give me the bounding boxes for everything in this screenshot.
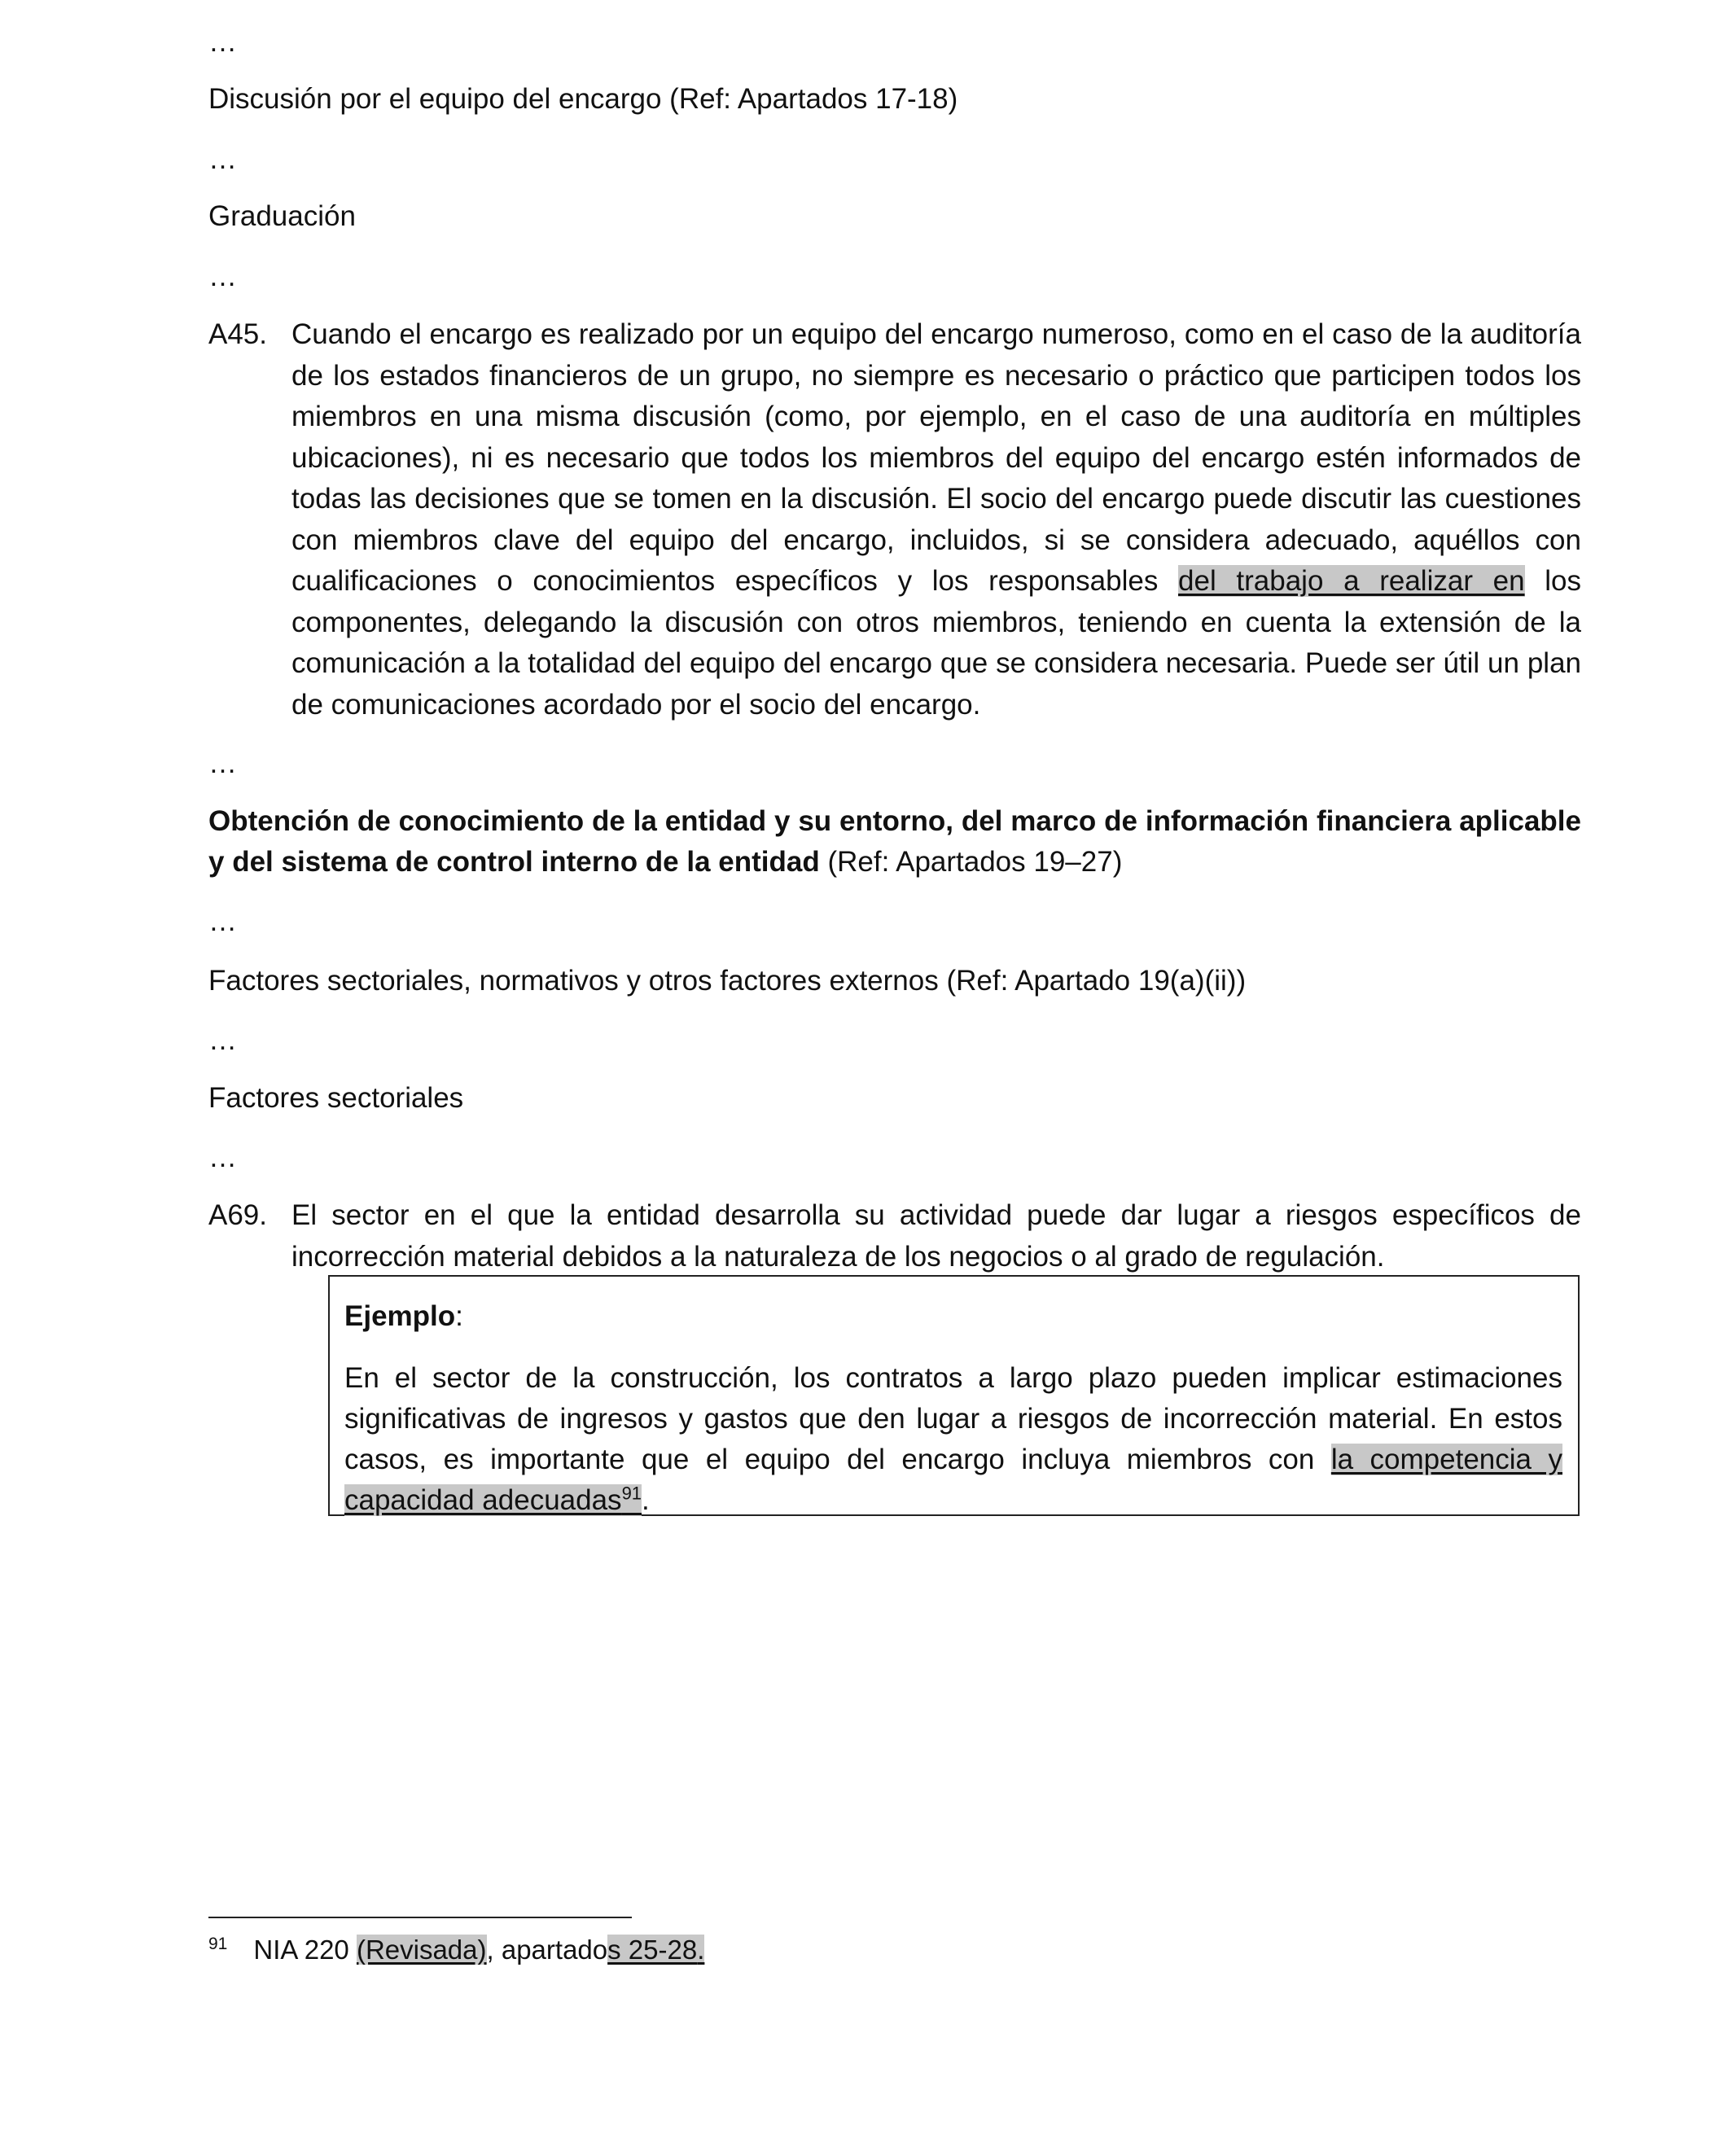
paragraph-text-part: los componentes, delegando la discusión con otros miembros, teniendo en cuenta la extensión de la comunicación a la totalidad del equipo del encargo que se considera necesaria. Puede ser útil un plan de comunicaciones acordado por el socio del encargo. [291, 565, 1581, 721]
section-title-graduacion: Graduación [208, 200, 356, 232]
ellipsis: … [208, 261, 237, 292]
example-box [328, 1275, 1580, 1516]
highlighted-text: s 25-28 [607, 1935, 698, 1965]
footnote [208, 1930, 704, 1970]
ellipsis: … [208, 143, 237, 175]
highlighted-text: (Revisada) [356, 1935, 487, 1965]
footnote-text-part: , apartado [486, 1935, 608, 1965]
footnote-text-part: NIA 220 [253, 1935, 357, 1965]
example-text [344, 1358, 1562, 1521]
example-text-part: En el sector de la construcción, los contratos a largo plazo pueden implicar estimaciones significativas de ingresos y gastos que den lugar a riesgos de incorrección material. En estos casos, es importante que el equipo del encargo incluya miembros con [344, 1362, 1562, 1475]
paragraph-text-part: Cuando el encargo es realizado por un equipo del encargo numeroso, como en el caso de la auditoría de los estados financieros de un grupo, no siempre es necesario o práctico que participen todos los miembros en una misma discusión (como, por ejemplo, en el caso de una auditoría en múltiples ubicaciones), ni es necesario que todos los miembros del equipo del encargo estén informados de todas las decisiones que se tomen en la discusión. El socio del encargo puede discutir las cuestiones con miembros clave del equipo del encargo, incluidos, si se considera adecuado, aquéllos con cualificaciones o conocimientos específicos y los responsables [291, 318, 1581, 597]
example-title-colon: : [455, 1300, 463, 1332]
heading-reference: (Ref: Apartados 19–27) [819, 846, 1123, 878]
example-text-part: . [642, 1484, 650, 1516]
heading-bold-text: Obtención de conocimiento de la entidad y su entorno, del marco de información financiera aplicable y del sistema de control interno de la entidad [208, 805, 1581, 878]
footnote-reference[interactable]: 91 [621, 1483, 642, 1504]
example-title-label: Ejemplo [344, 1300, 456, 1332]
ellipsis: … [208, 905, 237, 937]
section-title-factores-sectoriales: Factores sectoriales [208, 1082, 464, 1114]
paragraph-number: A69. [208, 1199, 267, 1231]
paragraph-number: A45. [208, 318, 267, 350]
ellipsis: … [208, 1024, 237, 1056]
paragraph-text [291, 314, 1581, 725]
ellipsis: … [208, 26, 237, 58]
highlighted-text: del trabajo a realizar en [1178, 565, 1525, 597]
ellipsis: … [208, 1142, 237, 1173]
footnote-separator [208, 1917, 632, 1918]
section-title-discusion: Discusión por el equipo del encargo (Ref: Apartados 17-18) [208, 83, 958, 115]
highlighted-text: . [697, 1935, 705, 1965]
ellipsis: … [208, 747, 237, 779]
section-title-factores-externos: Factores sectoriales, normativos y otros factores externos (Ref: Apartado 19(a)(ii)) [208, 965, 1247, 997]
highlighted-text-part: la competencia y capacidad adecuadas [344, 1444, 1562, 1516]
section-heading [208, 801, 1581, 883]
example-title [344, 1296, 463, 1337]
document-page [208, 0, 1581, 2156]
footnote-number: 91 [208, 1935, 228, 1953]
paragraph-text: El sector en el que la entidad desarrolla su actividad puede dar lugar a riesgos específicos de incorrección material debidos a la naturaleza de los negocios o al grado de regulación. [291, 1199, 1581, 1273]
